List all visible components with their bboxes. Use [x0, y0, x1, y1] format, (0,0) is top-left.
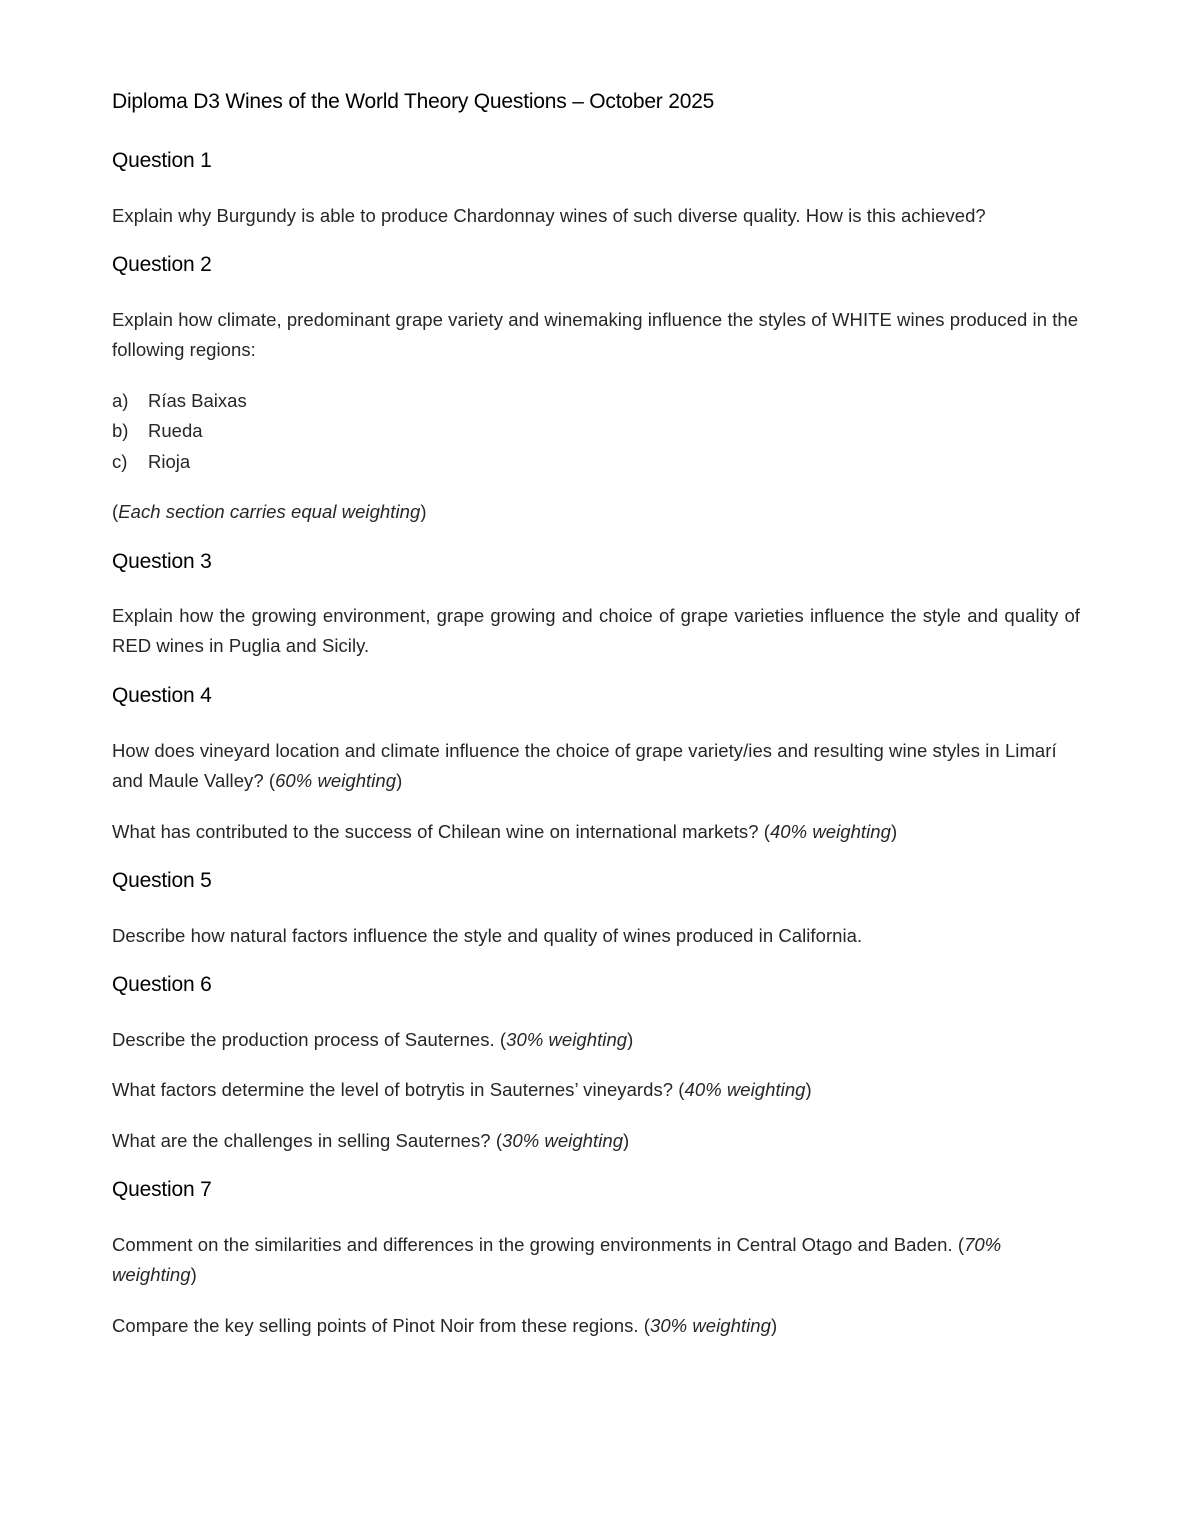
question-6-part-3: [112, 1126, 629, 1156]
part-weighting: 40% weighting: [769, 821, 891, 842]
question-6-part-2: [112, 1075, 812, 1105]
part-text: What factors determine the level of botrytis in Sauternes’ vineyards? (: [112, 1079, 685, 1100]
close-paren: ): [623, 1130, 630, 1151]
question-7-part-2: [112, 1311, 777, 1341]
list-marker: c): [112, 451, 128, 472]
part-text: Comment on the similarities and differences in the growing environments in Central Otago and Baden. (: [112, 1234, 965, 1255]
question-5-heading: Question 5: [112, 869, 212, 892]
list-label: Rías Baixas: [148, 390, 247, 411]
question-1-text: Explain why Burgundy is able to produce Chardonnay wines of such diverse quality. How is this achieved?: [112, 205, 986, 226]
close-paren: ): [805, 1079, 812, 1100]
part-weighting: 30% weighting: [502, 1130, 624, 1151]
list-item: [112, 447, 190, 477]
part-text: How does vineyard location and climate influence the choice of grape variety/ies and resulting wine styles in Limarí and Maule Valley? (: [112, 740, 1057, 791]
part-weighting: 30% weighting: [506, 1029, 628, 1050]
page-title: Diploma D3 Wines of the World Theory Questions – October 2025: [112, 90, 715, 113]
question-2-heading: Question 2: [112, 253, 212, 276]
question-4-part-1: [112, 736, 1080, 796]
note-open-paren: (: [112, 501, 119, 522]
list-marker: b): [112, 420, 129, 441]
list-marker: a): [112, 390, 129, 411]
list-item: [112, 416, 203, 446]
part-weighting: 70% weighting: [112, 1234, 1002, 1285]
question-6-part-1: [112, 1025, 633, 1055]
part-text: What are the challenges in selling Sauternes? (: [112, 1130, 503, 1151]
question-3-heading: Question 3: [112, 550, 212, 573]
note-close-paren: ): [420, 501, 427, 522]
part-weighting: 60% weighting: [275, 770, 397, 791]
list-label: Rueda: [148, 420, 203, 441]
close-paren: ): [890, 821, 898, 842]
list-label: Rioja: [148, 451, 191, 472]
close-paren: ): [396, 770, 403, 791]
question-7-heading: Question 7: [112, 1178, 212, 1201]
part-text: Compare the key selling points of Pinot Noir from these regions. (: [112, 1315, 650, 1336]
question-1-heading: Question 1: [112, 149, 212, 172]
part-text: Describe the production process of Sauternes. (: [112, 1029, 507, 1050]
question-4-part-2: [112, 817, 897, 847]
close-paren: ): [770, 1315, 778, 1336]
part-weighting: 30% weighting: [650, 1315, 771, 1336]
question-2-weighting-note: [112, 497, 427, 527]
question-6-heading: Question 6: [112, 973, 212, 996]
close-paren: ): [190, 1264, 197, 1285]
question-2-text: Explain how climate, predominant grape variety and winemaking influence the styles of WHITE wines produced in the following regions:: [112, 309, 1079, 360]
part-text: What has contributed to the success of Chilean wine on international markets? (: [112, 821, 770, 842]
question-4-heading: Question 4: [112, 684, 212, 707]
close-paren: ): [627, 1029, 634, 1050]
question-3-text: Explain how the growing environment, grape growing and choice of grape varieties influence the style and quality of RED wines in Puglia and Sicily.: [112, 605, 1080, 656]
question-5-text: Describe how natural factors influence the style and quality of wines produced in California.: [112, 925, 863, 946]
list-item: [112, 386, 247, 416]
note-italic-text: Each section carries equal weighting: [118, 501, 421, 522]
part-weighting: 40% weighting: [684, 1079, 806, 1100]
question-7-part-1: [112, 1230, 1080, 1290]
